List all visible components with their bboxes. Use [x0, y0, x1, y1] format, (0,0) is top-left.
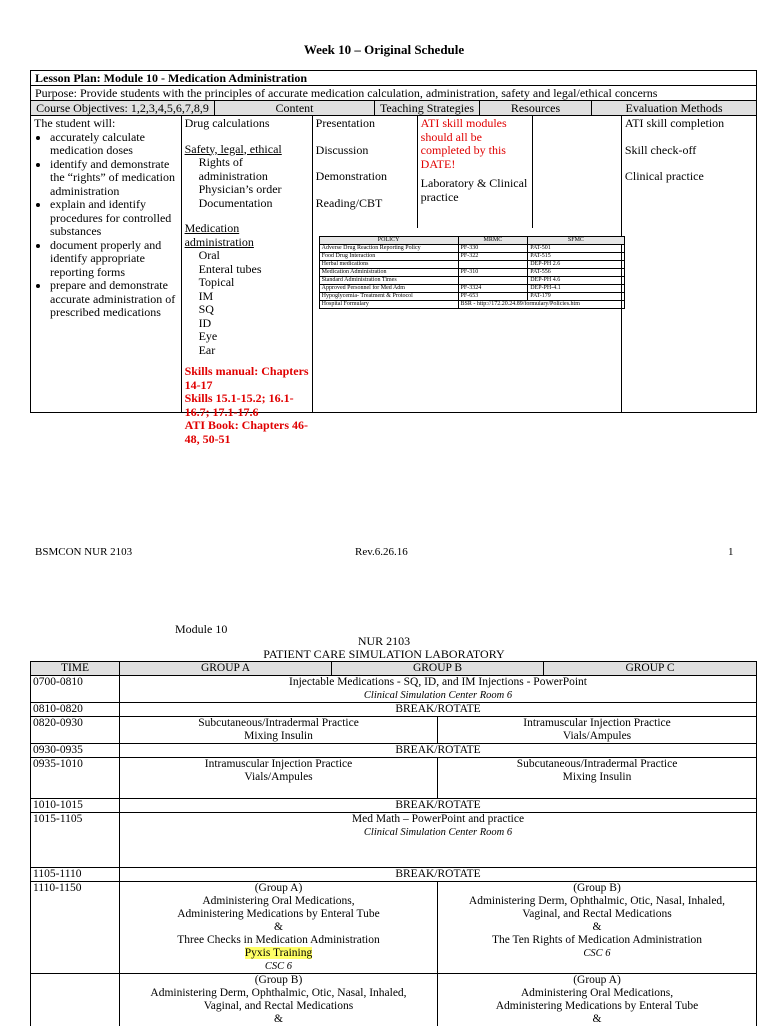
lesson-plan-table	[30, 70, 757, 446]
session-cell-right	[438, 974, 756, 1026]
content-route: Ear	[198, 342, 216, 357]
content-route: SQ	[198, 302, 214, 316]
session-location: Clinical Simulation Center Room 6	[363, 690, 513, 701]
policy-sfmc: PAT-501	[528, 245, 624, 253]
session-cell-left	[120, 882, 438, 973]
pyxis-training-highlight: Pyxis Training	[244, 947, 313, 959]
session-title: Med Math – PowerPoint and practice	[351, 813, 525, 825]
session-line: &	[274, 921, 283, 933]
policy-row	[319, 253, 624, 261]
session-location: CSC 6	[583, 948, 611, 959]
content-safety-item: Documentation	[198, 195, 273, 210]
session-line: Vaginal, and Rectal Medications	[203, 1000, 354, 1012]
policy-header: SFMC	[528, 237, 624, 245]
policy-name: Hypoglycemia- Treatment & Protocol	[319, 293, 458, 301]
footer-revision: Rev.6.26.16	[355, 546, 408, 558]
session-cell-right	[438, 758, 756, 798]
policy-header: MRMC	[458, 237, 528, 245]
teaching-item: Demonstration	[315, 169, 387, 183]
policy-row	[319, 269, 624, 277]
objective-item: • identify and demonstrate the “rights” of medication administration	[50, 158, 178, 199]
content-ref: ATI Book: Chapters 46-48, 50-51	[184, 418, 309, 446]
page-title: Week 10 – Original Schedule	[303, 42, 465, 57]
session-cell-left	[120, 758, 438, 798]
schedule-row	[31, 744, 756, 758]
time-cell: 0930-0935	[31, 744, 120, 757]
policy-sfmc: PAT-515	[528, 253, 624, 261]
policy-mrmc: PF-3324	[458, 285, 528, 293]
ati-note: ATI skill modules should all be completed by this DATE!	[420, 116, 507, 171]
objective-item: • document properly and identify appropriate reporting forms	[50, 239, 178, 280]
policy-name: Food Drug Interaction	[319, 253, 458, 261]
content-safety: Safety, legal, ethical	[184, 141, 282, 156]
policy-link[interactable]: BSR - http://172.20.24.89/formulary/Policies.htm	[458, 301, 624, 309]
session-cell-left	[120, 974, 438, 1026]
time-cell: 1105-1110	[31, 868, 120, 881]
session-line: &	[592, 921, 602, 933]
policy-mrmc	[458, 277, 528, 285]
session-line: Intramuscular Injection Practice	[204, 758, 353, 770]
session-line: Three Checks in Medication Administration	[177, 934, 380, 946]
schedule-row	[31, 799, 756, 813]
page-number: 1	[728, 546, 734, 558]
schedule-row	[31, 974, 756, 1026]
break-cell: BREAK/ROTATE	[395, 868, 481, 880]
session-title: Injectable Medications - SQ, ID, and IM Injections - PowerPoint	[289, 676, 587, 688]
policy-header: POLICY	[319, 237, 458, 245]
lab-title: PATIENT CARE SIMULATION LABORATORY	[263, 647, 505, 661]
content-drug-calc: Drug calculations	[184, 116, 270, 130]
policy-name: Standard Administration Times	[319, 277, 458, 285]
content-cell	[182, 116, 313, 446]
policy-row	[319, 261, 624, 269]
teaching-item: Discussion	[315, 142, 369, 157]
evaluation-item: ATI skill completion	[624, 116, 725, 130]
schedule-row	[31, 813, 756, 868]
policy-row	[319, 277, 624, 285]
policy-name: Herbal medications	[319, 261, 458, 269]
time-cell: 1015-1105	[31, 813, 120, 867]
lesson-plan-header	[31, 101, 756, 116]
header-group-a: GROUP A	[120, 662, 332, 675]
schedule-row	[31, 703, 756, 717]
session-line: Administering Medications by Enteral Tube	[495, 1000, 699, 1012]
module-label: Module 10	[175, 622, 228, 636]
policy-table	[319, 236, 625, 309]
header-teaching: Teaching Strategies	[375, 101, 480, 115]
schedule-row	[31, 717, 756, 744]
schedule-header	[31, 662, 756, 676]
teaching-resources-cell	[313, 116, 622, 412]
objectives-cell	[31, 116, 182, 412]
policy-sfmc: DEP-PH 4.6	[528, 277, 624, 285]
session-line: Vials/Ampules	[244, 771, 313, 783]
time-cell: 0700-0810	[31, 676, 120, 702]
session-cell-right	[438, 882, 756, 973]
objective-item: • explain and identify procedures for controlled substances	[50, 198, 178, 239]
session-cell	[120, 813, 756, 867]
session-line: (Group A)	[254, 882, 303, 894]
objectives-intro: The student will:	[34, 116, 116, 130]
policy-row	[319, 245, 624, 253]
policy-mrmc: PF-310	[458, 269, 528, 277]
session-line: Administering Oral Medications,	[520, 987, 674, 999]
content-safety-item: Physician’s order	[198, 182, 282, 196]
policy-sfmc: PAT-556	[528, 269, 624, 277]
header-content: Content	[215, 101, 375, 115]
policy-sfmc: PAT-179	[528, 293, 624, 301]
teaching-item: Presentation	[315, 116, 375, 130]
time-cell: 0810-0820	[31, 703, 120, 716]
policy-row	[319, 301, 624, 309]
session-line: Subcutaneous/Intradermal Practice	[516, 758, 678, 770]
session-line: Vaginal, and Rectal Medications	[522, 908, 672, 920]
evaluation-cell	[622, 116, 756, 412]
policy-mrmc: PF-653	[458, 293, 528, 301]
session-line: Mixing Insulin	[244, 730, 313, 742]
header-evaluation: Evaluation Methods	[625, 101, 723, 115]
content-route: Eye	[198, 329, 218, 343]
content-route: Oral	[198, 248, 220, 262]
session-line: &	[274, 1013, 283, 1025]
lesson-plan-body	[31, 116, 756, 446]
session-cell	[120, 676, 756, 702]
policy-row	[319, 293, 624, 301]
header-group-c: GROUP C	[544, 662, 756, 675]
content-route: Topical	[198, 275, 235, 289]
lab-schedule-table	[30, 661, 757, 1026]
session-line: Mixing Insulin	[562, 771, 632, 783]
session-line: &	[592, 1013, 602, 1025]
content-safety-item: Rights of administration	[198, 155, 268, 183]
objective-item: • accurately calculate medication doses	[50, 131, 178, 158]
break-cell: BREAK/ROTATE	[395, 703, 481, 715]
evaluation-item: Clinical practice	[624, 169, 704, 183]
header-objectives: Course Objectives: 1,2,3,4,5,6,7,8,9	[31, 101, 215, 115]
content-ref: Skills manual: Chapters 14-17	[184, 364, 309, 392]
session-line: (Group B)	[573, 882, 621, 894]
session-line: Vials/Ampules	[562, 730, 632, 742]
session-location: CSC 6	[264, 961, 293, 972]
content-route: IM	[198, 288, 214, 303]
evaluation-item: Skill check-off	[624, 142, 697, 157]
policy-row	[319, 285, 624, 293]
session-cell-left	[120, 717, 438, 743]
session-line: (Group B)	[254, 974, 303, 986]
time-cell: 0820-0930	[31, 717, 120, 743]
time-cell: 0935-1010	[31, 758, 120, 798]
session-line: (Group A)	[573, 974, 621, 986]
schedule-row	[31, 868, 756, 882]
schedule-row	[31, 882, 756, 974]
session-line: The Ten Rights of Medication Administration	[491, 934, 703, 946]
content-route: Enteral tubes	[198, 261, 262, 276]
resources-cell	[418, 116, 532, 228]
break-cell: BREAK/ROTATE	[395, 744, 481, 756]
footer-course: BSMCON NUR 2103	[35, 546, 133, 558]
content-ref: Skills 15.1-15.2; 16.1-16.7; 17.1-17.6	[184, 391, 294, 419]
teaching-cell	[313, 116, 418, 228]
schedule-row	[31, 676, 756, 703]
policy-name: Adverse Drug Reaction Reporting Policy	[319, 245, 458, 253]
policy-mrmc	[458, 261, 528, 269]
session-location: Clinical Simulation Center Room 6	[363, 827, 513, 838]
policy-name: Medication Administration	[319, 269, 458, 277]
header-group-b: GROUP B	[332, 662, 544, 675]
session-line: Subcutaneous/Intradermal Practice	[198, 717, 359, 729]
time-cell	[31, 974, 120, 1026]
policy-mrmc: PF-322	[458, 253, 528, 261]
session-line: Administering Oral Medications,	[202, 895, 355, 907]
content-med-admin: Medication administration	[184, 221, 254, 249]
break-cell: BREAK/ROTATE	[395, 799, 481, 811]
header-time: TIME	[31, 662, 120, 675]
content-route: ID	[198, 315, 212, 330]
lesson-plan-title: Lesson Plan: Module 10 - Medication Administration	[31, 71, 756, 86]
session-line: Intramuscular Injection Practice	[523, 717, 671, 729]
objective-item: • prepare and demonstrate accurate administration of prescribed medications	[50, 279, 178, 320]
session-line: Administering Medications by Enteral Tube	[177, 908, 380, 920]
lesson-plan-purpose: Purpose: Provide students with the principles of accurate medication calculation, administration, safety and legal/ethical concerns	[31, 86, 756, 101]
schedule-row	[31, 758, 756, 799]
policy-sfmc: DEP-PH 2.6	[528, 261, 624, 269]
policy-name: Hospital Formulary	[319, 301, 458, 309]
time-cell: 1110-1150	[31, 882, 120, 973]
session-line: Administering Derm, Ophthalmic, Otic, Nasal, Inhaled,	[150, 987, 407, 999]
policy-mrmc: PF-330	[458, 245, 528, 253]
header-resources: Resources	[480, 101, 592, 115]
teaching-item: Reading/CBT	[315, 195, 383, 210]
lab-resource: Laboratory & Clinical practice	[420, 176, 528, 204]
session-cell-right	[438, 717, 756, 743]
policy-sfmc: DEP-PH-4.1	[528, 285, 624, 293]
policy-name: Approved Personnel for Med Adm	[319, 285, 458, 293]
time-cell: 1010-1015	[31, 799, 120, 812]
session-line: Administering Derm, Ophthalmic, Otic, Nasal, Inhaled,	[468, 895, 726, 907]
course-code: NUR 2103	[357, 634, 411, 648]
